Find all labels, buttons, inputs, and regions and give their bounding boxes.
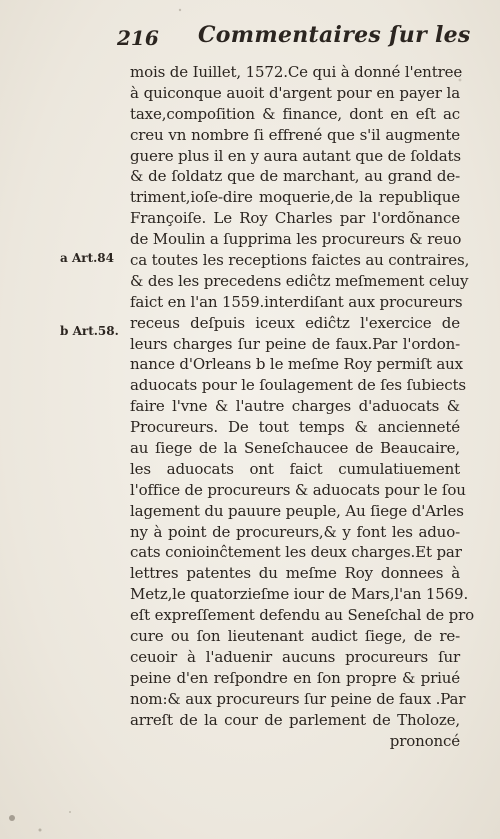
text-line: à quiconque auoit d'argent pour en payer la bbox=[130, 83, 460, 102]
text-line: nance d'Orleans b le meſme Roy permiſt aux bbox=[130, 355, 463, 374]
text-line: l'office de procureurs & aduocats pour le ſou bbox=[130, 480, 466, 499]
body-text bbox=[130, 62, 474, 751]
text-line: Françoiſe. Le Roy Charles par l'ordõnance bbox=[130, 209, 460, 228]
text-line: triment,ioſe-dire moquerie,de la republique bbox=[130, 188, 460, 207]
text-line: au ſiege de la Seneſchaucee de Beaucaire, bbox=[130, 439, 460, 458]
text-line: arreſt de la cour de parlement de Tholoze, bbox=[130, 710, 460, 729]
text-line: mois de Iuillet, 1572.Ce qui à donné l'entree bbox=[130, 63, 463, 81]
text-line: taxe,compoſition & finance, dont en eſt ac bbox=[130, 104, 460, 123]
text-line: aduocats pour le ſoulagement de ſes ſubiects bbox=[130, 376, 466, 395]
text-line: & des les precedens ediĉtz meſmement celuy bbox=[130, 271, 469, 290]
text-line: guere plus il en y aura autant que de ſoldats bbox=[130, 146, 461, 165]
text-line: lettres patentes du meſme Roy donnees à bbox=[130, 564, 460, 583]
text-line: leurs charges ſur peine de faux.Par l'ordon- bbox=[130, 334, 460, 353]
text-line: Metz,le quatorzieſme iour de Mars,l'an 1569. bbox=[130, 585, 469, 604]
text-line: peine d'en reſpondre en ſon propre & priué bbox=[130, 668, 460, 687]
text-line: ceuoir à l'aduenir aucuns procureurs ſur bbox=[130, 647, 460, 666]
catchword: prononcé bbox=[389, 731, 460, 750]
running-head: Commentaires ſur les bbox=[198, 22, 471, 48]
text-line: lagement du pauure peuple, Au ſiege d'Arles bbox=[130, 501, 464, 520]
text-line: nom:& aux procureurs ſur peine de faux .Par bbox=[130, 689, 466, 708]
text-line: cats conioinĉtement les deux charges.Et par bbox=[130, 543, 462, 562]
margin-note-a: a Art.84 bbox=[60, 251, 115, 265]
text-line: les aduocats ont faict cumulatiuement bbox=[130, 459, 460, 478]
text-line: Procureurs. De tout temps & ancienneté bbox=[130, 418, 460, 437]
text-line: ca toutes les receptions faictes au contraires, bbox=[130, 251, 470, 270]
text-line: faire l'vne & l'autre charges d'aduocats & bbox=[130, 397, 460, 416]
text-line: faict en l'an 1559.interdiſant aux procureurs bbox=[130, 292, 463, 311]
margin-note-b: b Art.58. bbox=[60, 324, 119, 338]
text-line: & de ſoldatz que de marchant, au grand de- bbox=[130, 167, 460, 186]
page-header bbox=[0, 22, 500, 56]
text-line: ny à point de procureurs,& y font les aduo- bbox=[130, 522, 460, 541]
text-line: cure ou ſon lieutenant audict ſiege, de re- bbox=[130, 627, 460, 646]
text-line: eſt expreſſement defendu au Seneſchal de pro bbox=[130, 606, 474, 625]
text-line: creu vn nombre ſi effrené que s'il augmente bbox=[130, 125, 460, 144]
text-line: de Moulin a ſupprima les procureurs & reuo bbox=[130, 230, 462, 249]
text-line: receus deſpuis iceux ediĉtz l'exercice de bbox=[130, 313, 460, 332]
page-number: 216 bbox=[117, 26, 159, 50]
